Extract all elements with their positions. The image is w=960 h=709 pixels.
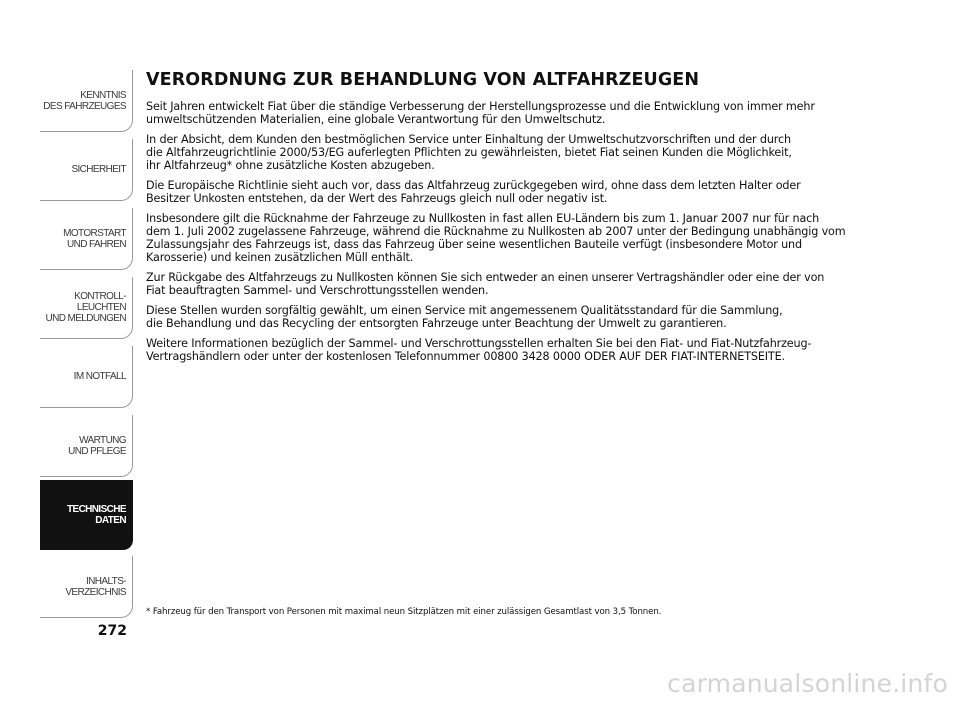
main-content [146,70,926,370]
watermark: carmanualsonline.info [667,669,948,698]
tab-sicherheit[interactable]: SICHERHEIT [40,139,133,201]
tab-im-notfall[interactable]: IM NOTFALL [40,346,133,408]
chapter-sidebar [40,70,133,618]
paragraph-return: Zur Rückgabe des Altfahrzeugs zu Nullkosten können Sie sich entweder an einen unserer Vertragshändler oder eine der von Fiat beauftragten Sammel- und Verschrottungsstellen wenden. [146,271,825,297]
paragraph-eu-directive: Die Europäische Richtlinie sieht auch vor, dass das Altfahrzeug zurückgegeben wird, ohne dass dem letzten Halter oder Besitzer Unkosten entstehen, da der Wert des Fahrzeugs gleich null oder negativ ist. [146,179,801,205]
paragraph-stations: Diese Stellen wurden sorgfältig gewählt, um einen Service mit angemessenem Qualitätsstandard für die Sammlung, die Behandlung und das Recycling der entsorgten Fahrzeuge unter Beachtung der Umwelt zu garantieren. [146,304,783,330]
paragraph-zero-cost: Insbesondere gilt die Rücknahme der Fahrzeuge zu Nullkosten in fast allen EU-Ländern bis zum 1. Januar 2007 nur für nach dem 1. Juli 2002 zugelassene Fahrzeuge, während die Rücknahme zu Nullkosten ab 2007 unter der Bedingung unabhängig vom Zulassungsjahr des Fahrzeugs ist, dass das Fahrzeug über seine wesentlichen Bauteile verfügt (insbesondere Motor und Karosserie) und keinen zusätzlichen Müll enthält. [146,212,846,264]
tab-motorstart-und-fahren[interactable]: MOTORSTART UND FAHREN [40,208,133,270]
page-number: 272 [97,623,127,639]
page-title: VERORDNUNG ZUR BEHANDLUNG VON ALTFAHRZEUGEN [146,70,700,90]
paragraph-service: In der Absicht, dem Kunden den bestmöglichen Service unter Einhaltung der Umweltschutzvorschriften und der durch die Altfahrzeugrichtlinie 2000/53/EG auferlegten Pflichten zu gewährleisten, bietet Fiat seinen Kunden die Möglichkeit, ihr Altfahrzeug* ohne zusätzliche Kosten abzugeben. [146,133,792,172]
footnote: * Fahrzeug für den Transport von Personen mit maximal neun Sitzplätzen mit einer zulässigen Gesamtlast von 3,5 Tonnen. [146,607,662,617]
tab-kenntnis-des-fahrzeuges[interactable]: KENNTNIS DES FAHRZEUGES [40,70,133,132]
tab-inhaltsverzeichnis[interactable]: INHALTS- VERZEICHNIS [40,556,133,618]
tab-technische-daten[interactable]: TECHNISCHE DATEN [40,480,133,550]
tab-kontrollleuchten-und-meldungen[interactable]: KONTROLL- LEUCHTEN UND MELDUNGEN [40,277,133,339]
paragraph-intro: Seit Jahren entwickelt Fiat über die ständige Verbesserung der Herstellungsprozesse und die Entwicklung von immer mehr umweltschützenden Materialien, eine globale Verantwortung für den Umweltschutz. [146,100,815,126]
paragraph-more-info: Weitere Informationen bezüglich der Sammel- und Verschrottungsstellen erhalten Sie bei den Fiat- und Fiat-Nutzfahrzeug- Vertragshändlern oder unter der kostenlosen Telefonnummer 00800 3428 0000 ODER AUF DER FIAT-INTERNETSEITE. [146,337,812,363]
tab-wartung-und-pflege[interactable]: WARTUNG UND PFLEGE [40,415,133,477]
